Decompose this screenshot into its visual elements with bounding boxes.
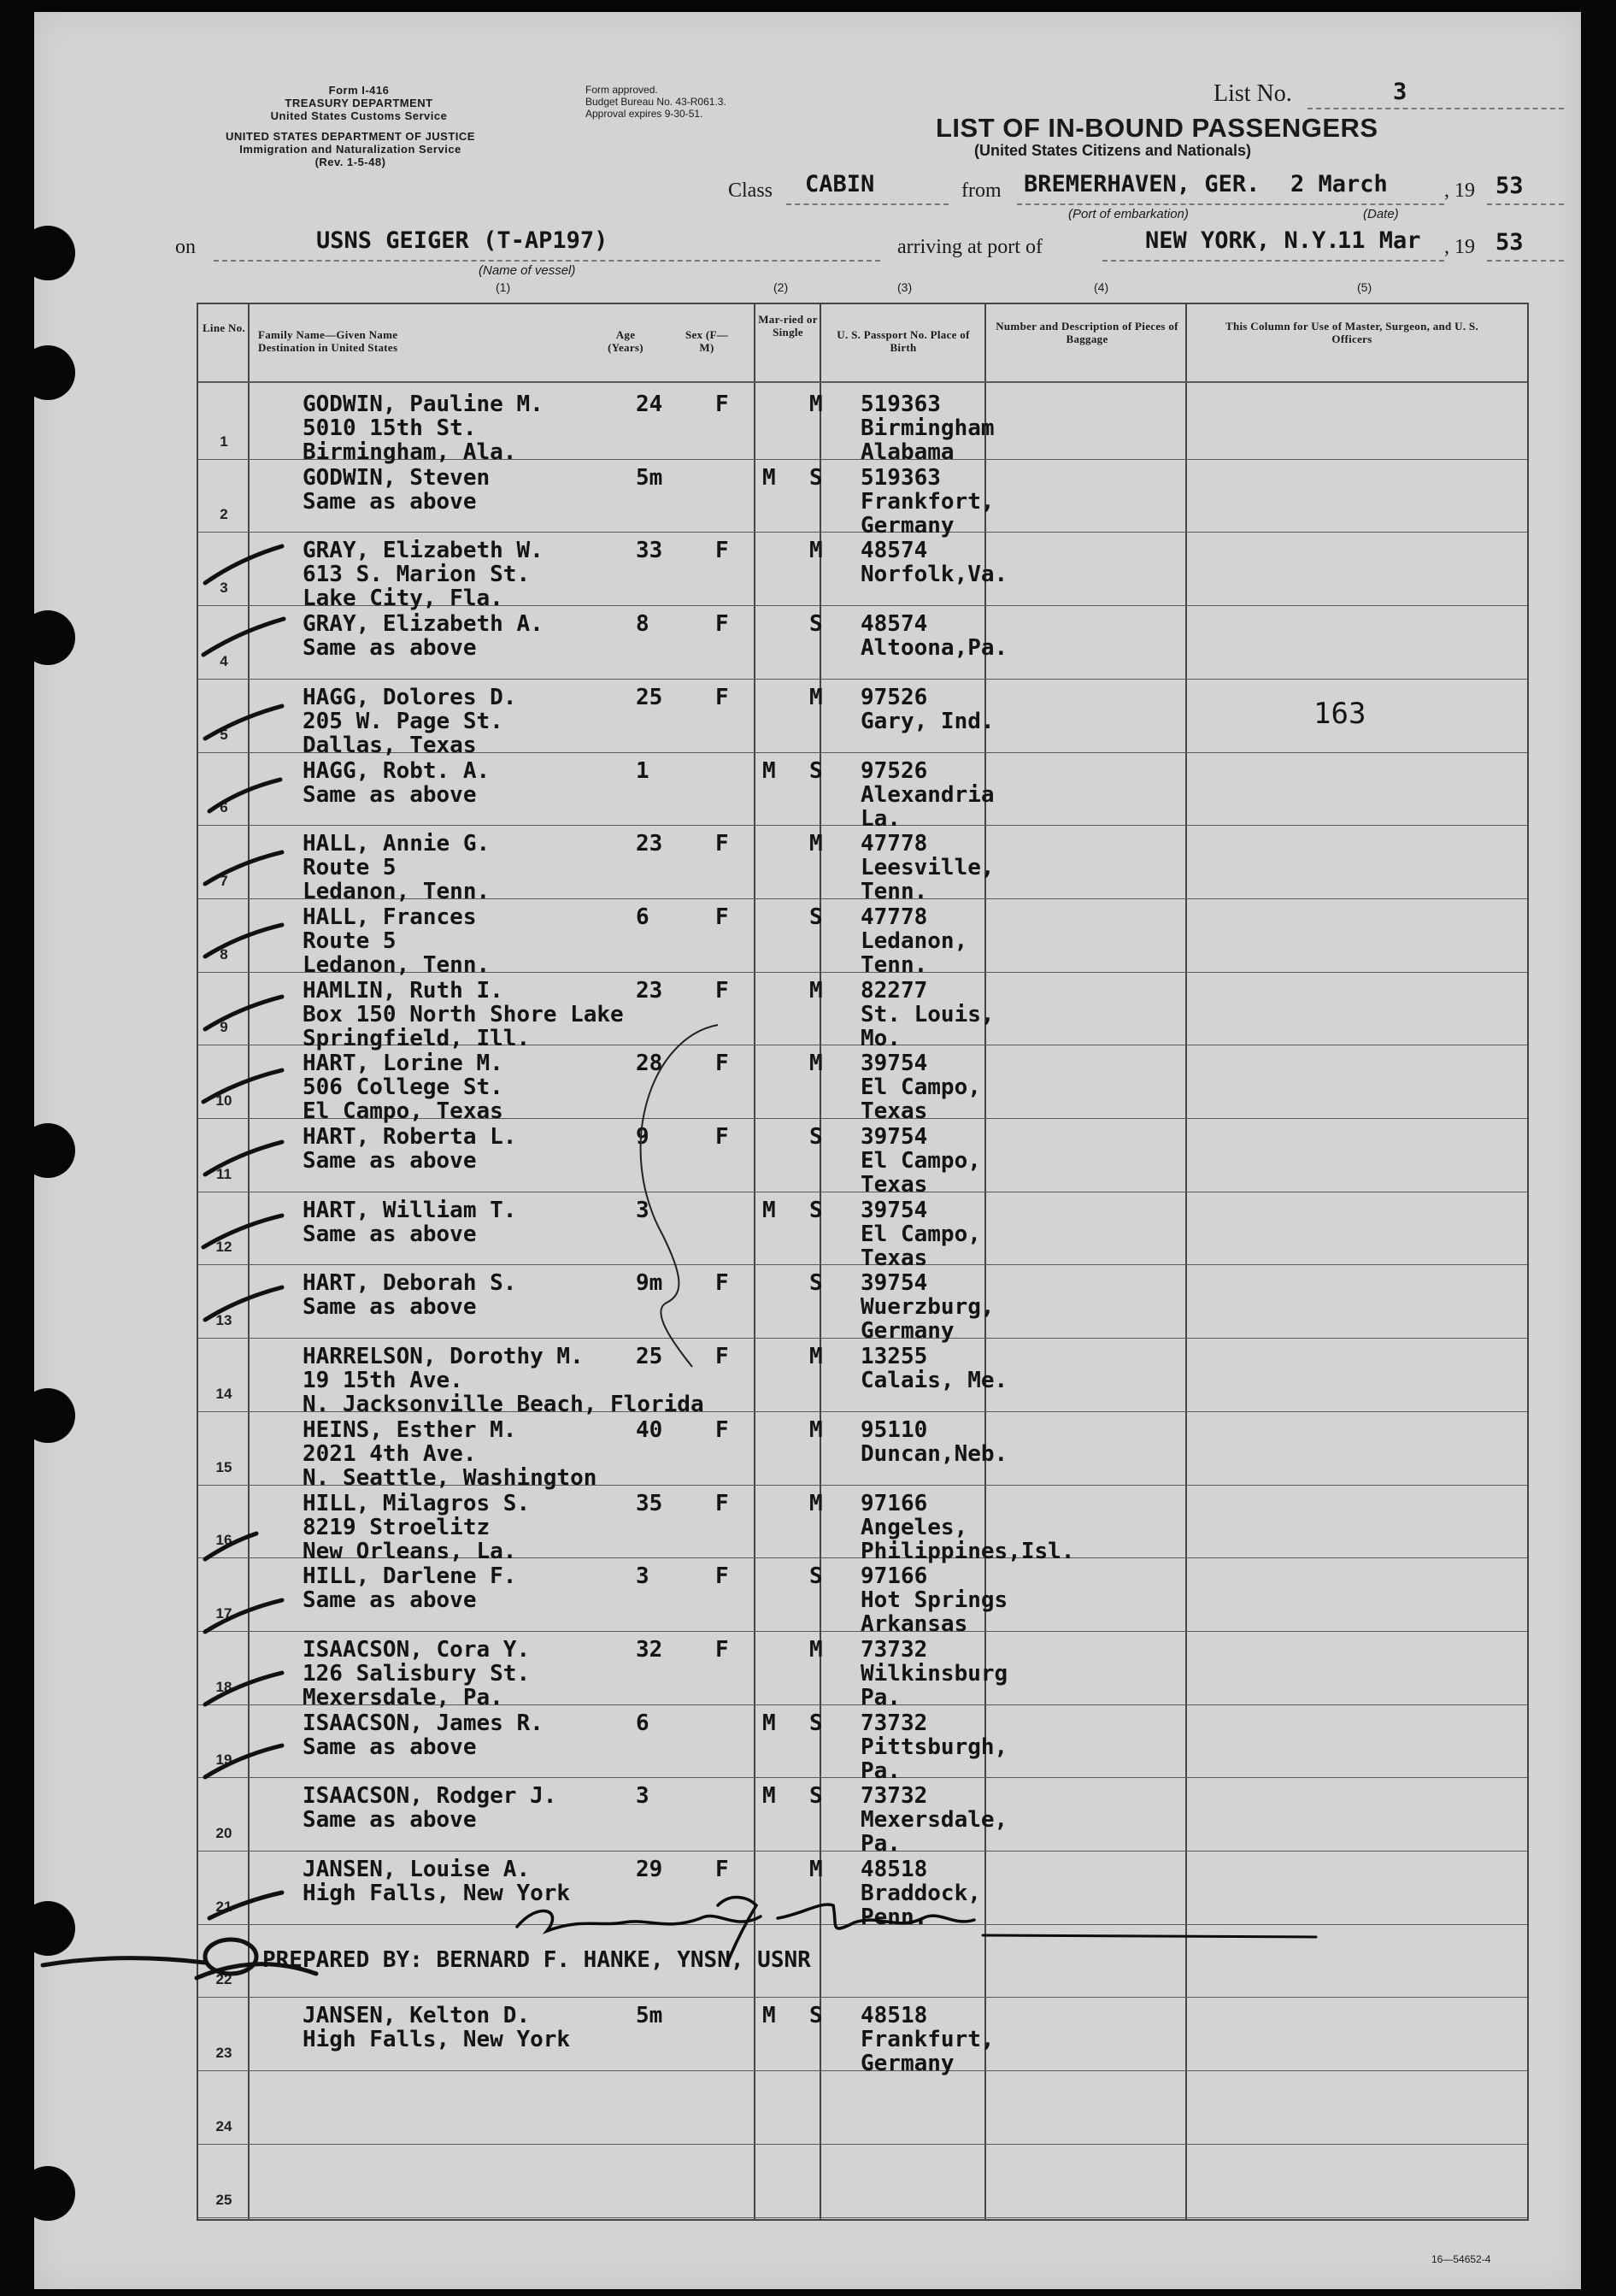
passenger-address: Same as above — [303, 635, 477, 662]
arrival-date: 11 Mar — [1337, 227, 1421, 254]
line-number: 15 — [215, 1458, 232, 1475]
expires-text: Approval expires 9-30-51. — [585, 108, 703, 120]
marital-status: S — [809, 904, 823, 930]
line-number: 2 — [220, 506, 228, 523]
arrival-port: NEW YORK, N.Y. — [1145, 227, 1340, 254]
passenger-age: 33 — [636, 538, 663, 564]
passenger-name: HAGG, Dolores D. — [303, 684, 517, 710]
col-divider — [1185, 304, 1187, 2219]
punch-hole — [34, 610, 75, 665]
marital-status: M — [809, 391, 823, 417]
passenger-sex-female: F — [715, 1563, 729, 1590]
passenger-name: HILL, Milagros S. — [303, 1490, 531, 1516]
passenger-age: 23 — [636, 831, 663, 857]
birth-place: Braddock, — [861, 1881, 981, 1906]
passenger-address: High Falls, New York — [303, 2027, 571, 2053]
passenger-name: HALL, Annie G. — [303, 831, 491, 857]
passenger-sex-female: F — [715, 1124, 729, 1150]
marital-status: M — [809, 831, 823, 857]
birth-place-2: Pa. — [861, 1684, 901, 1710]
line-number: 21 — [215, 1898, 232, 1915]
passport-number: 519363 — [861, 391, 941, 417]
form-id-block — [188, 84, 530, 122]
passenger-age: 5m — [636, 2003, 663, 2029]
col-num-1: (1) — [496, 280, 511, 294]
passenger-address: 506 College St. — [303, 1074, 503, 1101]
birth-place: St. Louis, — [861, 1001, 995, 1027]
passenger-address: Route 5 — [303, 855, 397, 881]
passenger-name: HALL, Frances — [303, 904, 477, 930]
birth-place-2: Texas — [861, 1172, 928, 1198]
header-name-text: Family Name—Given Name — [258, 328, 398, 341]
budget-text: Budget Bureau No. 43-R061.3. — [585, 96, 726, 108]
birth-place: Angeles, — [861, 1514, 968, 1540]
punch-hole — [34, 1901, 75, 1956]
marital-status: S — [809, 1197, 823, 1223]
marital-status: M — [809, 1416, 823, 1443]
form-title: LIST OF IN-BOUND PASSENGERS — [936, 113, 1378, 143]
header-sex: Sex (F—M) — [685, 328, 729, 354]
line-number: 1 — [220, 433, 228, 450]
marital-status: S — [809, 1270, 823, 1297]
birth-place: El Campo, — [861, 1148, 981, 1174]
marital-status: M — [809, 1857, 823, 1882]
vessel-name: USNS GEIGER (T-AP197) — [316, 227, 608, 254]
form-subtitle: (United States Citizens and Nationals) — [974, 142, 1252, 159]
passport-number: 48574 — [861, 538, 928, 564]
passenger-sex-female: F — [715, 977, 729, 1004]
treasury-dept: TREASURY DEPARTMENT — [285, 97, 433, 109]
marital-status: M — [809, 1636, 823, 1663]
birth-place: Norfolk,Va. — [861, 562, 1008, 588]
marital-status: S — [809, 1124, 823, 1150]
col-num-4: (4) — [1094, 280, 1109, 294]
line-number: 9 — [220, 1019, 228, 1036]
embark-year-prefix: , 19 — [1444, 180, 1475, 202]
passenger-sex-female: F — [715, 1051, 729, 1077]
from-label: from — [961, 180, 1002, 202]
col-num-5: (5) — [1357, 280, 1372, 294]
passenger-city: Mexersdale, Pa. — [303, 1684, 503, 1710]
passenger-sex-female: F — [715, 538, 729, 564]
passenger-name: JANSEN, Kelton D. — [303, 2003, 531, 2029]
justice-dept: UNITED STATES DEPARTMENT OF JUSTICE — [226, 130, 475, 143]
marital-status: M — [809, 1344, 823, 1370]
line-number: 5 — [220, 726, 228, 743]
birth-place: Pittsburgh, — [861, 1734, 1008, 1760]
passport-number: 48574 — [861, 611, 928, 638]
passenger-address: Same as above — [303, 1294, 477, 1321]
marital-status: M — [809, 684, 823, 710]
birth-place: Altoona,Pa. — [861, 635, 1008, 662]
passenger-name: ISAACSON, James R. — [303, 1710, 544, 1736]
passenger-sex-male: M — [762, 1783, 776, 1810]
birth-place: Hot Springs — [861, 1587, 1008, 1614]
birth-place: Mexersdale, — [861, 1807, 1008, 1834]
list-no-label: List No. — [1213, 80, 1292, 107]
passenger-age: 9 — [636, 1124, 649, 1150]
line-number: 17 — [215, 1604, 232, 1622]
passenger-address: Same as above — [303, 1807, 477, 1834]
embark-line — [1017, 203, 1444, 205]
margin-stroke — [43, 1958, 205, 1965]
line-number: 10 — [215, 1092, 232, 1109]
passenger-age: 6 — [636, 1710, 649, 1736]
passenger-age: 32 — [636, 1636, 663, 1663]
passenger-name: GRAY, Elizabeth W. — [303, 538, 544, 564]
passenger-age: 25 — [636, 684, 663, 710]
passport-number: 48518 — [861, 2003, 928, 2029]
passenger-name: HARRELSON, Dorothy M. — [303, 1344, 584, 1370]
passport-number: 95110 — [861, 1416, 928, 1443]
birth-place: El Campo, — [861, 1221, 981, 1247]
line-number: 3 — [220, 580, 228, 597]
birth-place-2: La. — [861, 805, 901, 832]
date-caption: (Date) — [1363, 207, 1399, 221]
passenger-name: HILL, Darlene F. — [303, 1563, 517, 1590]
passenger-sex-female: F — [715, 684, 729, 710]
passport-number: 39754 — [861, 1124, 928, 1150]
passenger-address: 613 S. Marion St. — [303, 562, 531, 588]
passenger-address: Same as above — [303, 1587, 477, 1614]
customs-service: United States Customs Service — [270, 109, 448, 122]
footer-code: 16—54652-4 — [1431, 2253, 1491, 2265]
punch-hole — [34, 226, 75, 280]
passenger-sex-female: F — [715, 1490, 729, 1516]
punch-hole — [34, 2166, 75, 2221]
arrival-line — [1102, 260, 1444, 262]
header-baggage: Number and Description of Pieces of Baggage — [996, 320, 1178, 345]
vessel-line — [214, 260, 880, 262]
passenger-address: 205 W. Page St. — [303, 708, 503, 734]
birth-place: Leesville, — [861, 855, 995, 881]
passenger-city: New Orleans, La. — [303, 1538, 517, 1564]
passport-number: 13255 — [861, 1344, 928, 1370]
passenger-address: 5010 15th St. — [303, 415, 477, 441]
passenger-sex-female: F — [715, 904, 729, 930]
birth-place-2: Tenn. — [861, 951, 928, 978]
passenger-sex-male: M — [762, 2003, 776, 2029]
class-value: CABIN — [805, 171, 875, 197]
line-number: 23 — [215, 2045, 232, 2062]
form-page — [34, 12, 1581, 2289]
header-passport: U. S. Passport No. Place of Birth — [837, 328, 970, 354]
arriving-label: arriving at port of — [897, 236, 1043, 258]
passenger-address: Same as above — [303, 1148, 477, 1174]
justice-block — [171, 130, 530, 168]
passenger-name: HEINS, Esther M. — [303, 1416, 517, 1443]
passenger-city: Springfield, Ill. — [303, 1025, 531, 1051]
passenger-address: 126 Salisbury St. — [303, 1660, 531, 1687]
passenger-name: HART, Deborah S. — [303, 1270, 517, 1297]
passenger-city: Dallas, Texas — [303, 732, 477, 758]
passport-number: 519363 — [861, 464, 941, 491]
passport-number: 97526 — [861, 684, 928, 710]
vessel-caption: (Name of vessel) — [479, 263, 576, 278]
passenger-address: Route 5 — [303, 927, 397, 954]
passenger-address: Same as above — [303, 1734, 477, 1760]
row-divider — [198, 1997, 1527, 1998]
passport-number: 97166 — [861, 1490, 928, 1516]
birth-place: Alexandria — [861, 781, 995, 808]
passenger-age: 23 — [636, 977, 663, 1004]
passenger-sex-male: M — [762, 1197, 776, 1223]
passenger-name: HAMLIN, Ruth I. — [303, 977, 503, 1004]
port-embark-caption: (Port of embarkation) — [1068, 207, 1189, 221]
passenger-sex-male: M — [762, 464, 776, 491]
birth-place: El Campo, — [861, 1074, 981, 1101]
line-number: 18 — [215, 1678, 232, 1695]
birth-place: Duncan,Neb. — [861, 1440, 1008, 1467]
embark-year: 53 — [1496, 173, 1524, 199]
passenger-table — [197, 303, 1529, 2221]
header-destination-text: Destination in United States — [258, 341, 398, 354]
passport-number: 73732 — [861, 1636, 928, 1663]
embark-date: 2 March — [1290, 171, 1388, 197]
line-number: 6 — [220, 799, 228, 816]
header-married: Mar-ried or Single — [758, 313, 818, 339]
passenger-age: 24 — [636, 391, 663, 417]
passport-number: 97526 — [861, 757, 928, 784]
passport-number: 47778 — [861, 831, 928, 857]
prepared-by: PREPARED BY: BERNARD F. HANKE, YNSN, USNR — [262, 1946, 811, 1973]
line-number: 22 — [215, 1971, 232, 1988]
passenger-city: Birmingham, Ala. — [303, 439, 517, 465]
punch-hole — [34, 345, 75, 400]
passenger-city: El Campo, Texas — [303, 1098, 503, 1125]
passenger-age: 5m — [636, 464, 663, 491]
marital-status: S — [809, 1710, 823, 1736]
line-number: 25 — [215, 2191, 232, 2208]
page-stamp: 163 — [1313, 697, 1366, 731]
passport-number: 47778 — [861, 904, 928, 930]
passenger-address: 8219 Stroelitz — [303, 1514, 491, 1540]
passenger-name: GRAY, Elizabeth A. — [303, 611, 544, 638]
passenger-city: N. Jacksonville Beach, Florida — [303, 1392, 704, 1418]
passenger-sex-female: F — [715, 1636, 729, 1663]
passenger-age: 3 — [636, 1197, 649, 1223]
birth-place-2: Germany — [861, 512, 955, 539]
passenger-address: Same as above — [303, 1221, 477, 1247]
line-number: 13 — [215, 1312, 232, 1329]
birth-place: Ledanon, — [861, 927, 968, 954]
line-number: 20 — [215, 1825, 232, 1841]
col-divider — [754, 304, 755, 2219]
marital-status: M — [809, 1051, 823, 1077]
birth-place: Birmingham — [861, 415, 995, 441]
passenger-age: 9m — [636, 1270, 663, 1297]
passenger-city: Ledanon, Tenn. — [303, 951, 491, 978]
marital-status: M — [809, 1490, 823, 1516]
passenger-address: High Falls, New York — [303, 1881, 571, 1906]
birth-place: Frankfort, — [861, 488, 995, 515]
passenger-address: Same as above — [303, 781, 477, 808]
header-name — [258, 328, 514, 354]
col-divider — [984, 304, 986, 2219]
passenger-age: 8 — [636, 611, 649, 638]
passenger-name: GODWIN, Steven — [303, 464, 491, 491]
birth-place-2: Germany — [861, 2051, 955, 2077]
ins-service: Immigration and Naturalization Service — [239, 143, 461, 156]
marital-status: M — [809, 977, 823, 1004]
passenger-sex-female: F — [715, 831, 729, 857]
birth-place-2: Penn. — [861, 1905, 928, 1930]
passenger-age: 6 — [636, 904, 649, 930]
marital-status: S — [809, 464, 823, 491]
passport-number: 39754 — [861, 1270, 928, 1297]
birth-place-2: Alabama — [861, 439, 955, 465]
passenger-age: 25 — [636, 1344, 663, 1370]
passport-number: 48518 — [861, 1857, 928, 1882]
row-divider — [198, 679, 1527, 680]
birth-place: Frankfurt, — [861, 2027, 995, 2053]
passenger-city: Ledanon, Tenn. — [303, 879, 491, 905]
passenger-name: HART, Lorine M. — [303, 1051, 503, 1077]
form-number: Form I-416 — [328, 84, 390, 97]
birth-place-2: Pa. — [861, 1831, 901, 1857]
passenger-sex-female: F — [715, 1344, 729, 1370]
passenger-address: Box 150 North Shore Lake — [303, 1001, 624, 1027]
birth-place: Wilkinsburg — [861, 1660, 1008, 1687]
port-embarkation: BREMERHAVEN, GER. — [1024, 171, 1260, 197]
list-no-value: 3 — [1393, 79, 1407, 105]
row-divider — [198, 2217, 1527, 2218]
line-number: 24 — [215, 2117, 232, 2134]
birth-place-2: Philippines,Isl. — [861, 1538, 1075, 1564]
arrival-year: 53 — [1496, 229, 1524, 256]
passenger-address: 19 15th Ave. — [303, 1368, 463, 1394]
col-divider — [820, 304, 821, 2219]
passenger-city: Lake City, Fla. — [303, 586, 503, 612]
on-label: on — [175, 236, 196, 258]
punch-hole — [34, 1123, 75, 1178]
line-number: 12 — [215, 1239, 232, 1256]
col-num-3: (3) — [897, 280, 913, 294]
marital-status: M — [809, 538, 823, 564]
passenger-name: HAGG, Robt. A. — [303, 757, 491, 784]
line-number: 4 — [220, 652, 228, 669]
marital-status: S — [809, 757, 823, 784]
passenger-address: 2021 4th Ave. — [303, 1440, 477, 1467]
marital-status: S — [809, 1563, 823, 1590]
passenger-sex-female: F — [715, 391, 729, 417]
header-line-no: Line No. — [202, 321, 246, 334]
passenger-age: 40 — [636, 1416, 663, 1443]
passenger-name: ISAACSON, Rodger J. — [303, 1783, 557, 1810]
passenger-address: Same as above — [303, 488, 477, 515]
marital-status: S — [809, 611, 823, 638]
passenger-age: 28 — [636, 1051, 663, 1077]
birth-place-2: Germany — [861, 1318, 955, 1345]
marital-status: S — [809, 1783, 823, 1810]
line-number: 8 — [220, 945, 228, 963]
passenger-age: 35 — [636, 1490, 663, 1516]
passport-number: 39754 — [861, 1051, 928, 1077]
row-divider — [198, 2144, 1527, 2145]
passenger-sex-female: F — [715, 1857, 729, 1882]
birth-place-2: Texas — [861, 1245, 928, 1271]
header-age: Age (Years) — [608, 328, 643, 354]
passenger-sex-female: F — [715, 1270, 729, 1297]
passport-number: 73732 — [861, 1783, 928, 1810]
line-number: 19 — [215, 1751, 232, 1769]
passenger-sex-male: M — [762, 757, 776, 784]
arrival-year-line — [1487, 260, 1564, 262]
col-num-2: (2) — [773, 280, 789, 294]
class-line — [786, 203, 949, 205]
birth-place-2: Texas — [861, 1098, 928, 1125]
birth-place-2: Pa. — [861, 1757, 901, 1784]
line-number: 7 — [220, 872, 228, 889]
marital-status: S — [809, 2003, 823, 2029]
passenger-city: N. Seattle, Washington — [303, 1464, 597, 1491]
passenger-name: HART, William T. — [303, 1197, 517, 1223]
passenger-age: 1 — [636, 757, 649, 784]
revision: (Rev. 1-5-48) — [314, 156, 386, 168]
birth-place: Wuerzburg, — [861, 1294, 995, 1321]
approval-block — [585, 84, 808, 120]
birth-place-2: Mo. — [861, 1025, 901, 1051]
birth-place-2: Arkansas — [861, 1611, 968, 1638]
list-no-line — [1307, 108, 1564, 109]
passenger-sex-male: M — [762, 1710, 776, 1736]
passenger-age: 29 — [636, 1857, 663, 1882]
passenger-name: ISAACSON, Cora Y. — [303, 1636, 531, 1663]
birth-place: Calais, Me. — [861, 1368, 1008, 1394]
line-number: 16 — [215, 1532, 232, 1549]
birth-place: Gary, Ind. — [861, 708, 995, 734]
passport-number: 82277 — [861, 977, 928, 1004]
line-number: 14 — [215, 1385, 232, 1402]
passport-number: 73732 — [861, 1710, 928, 1736]
passenger-sex-female: F — [715, 611, 729, 638]
passenger-name: JANSEN, Louise A. — [303, 1857, 531, 1882]
line-number: 11 — [216, 1165, 232, 1182]
punch-hole — [34, 1388, 75, 1443]
passport-number: 97166 — [861, 1563, 928, 1590]
col-divider — [248, 304, 250, 2219]
passenger-age: 3 — [636, 1783, 649, 1810]
embark-year-line — [1487, 203, 1564, 205]
header-officers: This Column for Use of Master, Surgeon, and U. S. Officers — [1225, 320, 1479, 345]
header-divider — [198, 381, 1527, 383]
passport-number: 39754 — [861, 1197, 928, 1223]
approved-text: Form approved. — [585, 84, 658, 96]
birth-place-2: Tenn. — [861, 879, 928, 905]
passenger-age: 3 — [636, 1563, 649, 1590]
passenger-sex-female: F — [715, 1416, 729, 1443]
class-label: Class — [728, 180, 773, 202]
passenger-name: GODWIN, Pauline M. — [303, 391, 544, 417]
passenger-name: HART, Roberta L. — [303, 1124, 517, 1150]
arrival-year-prefix: , 19 — [1444, 236, 1475, 258]
